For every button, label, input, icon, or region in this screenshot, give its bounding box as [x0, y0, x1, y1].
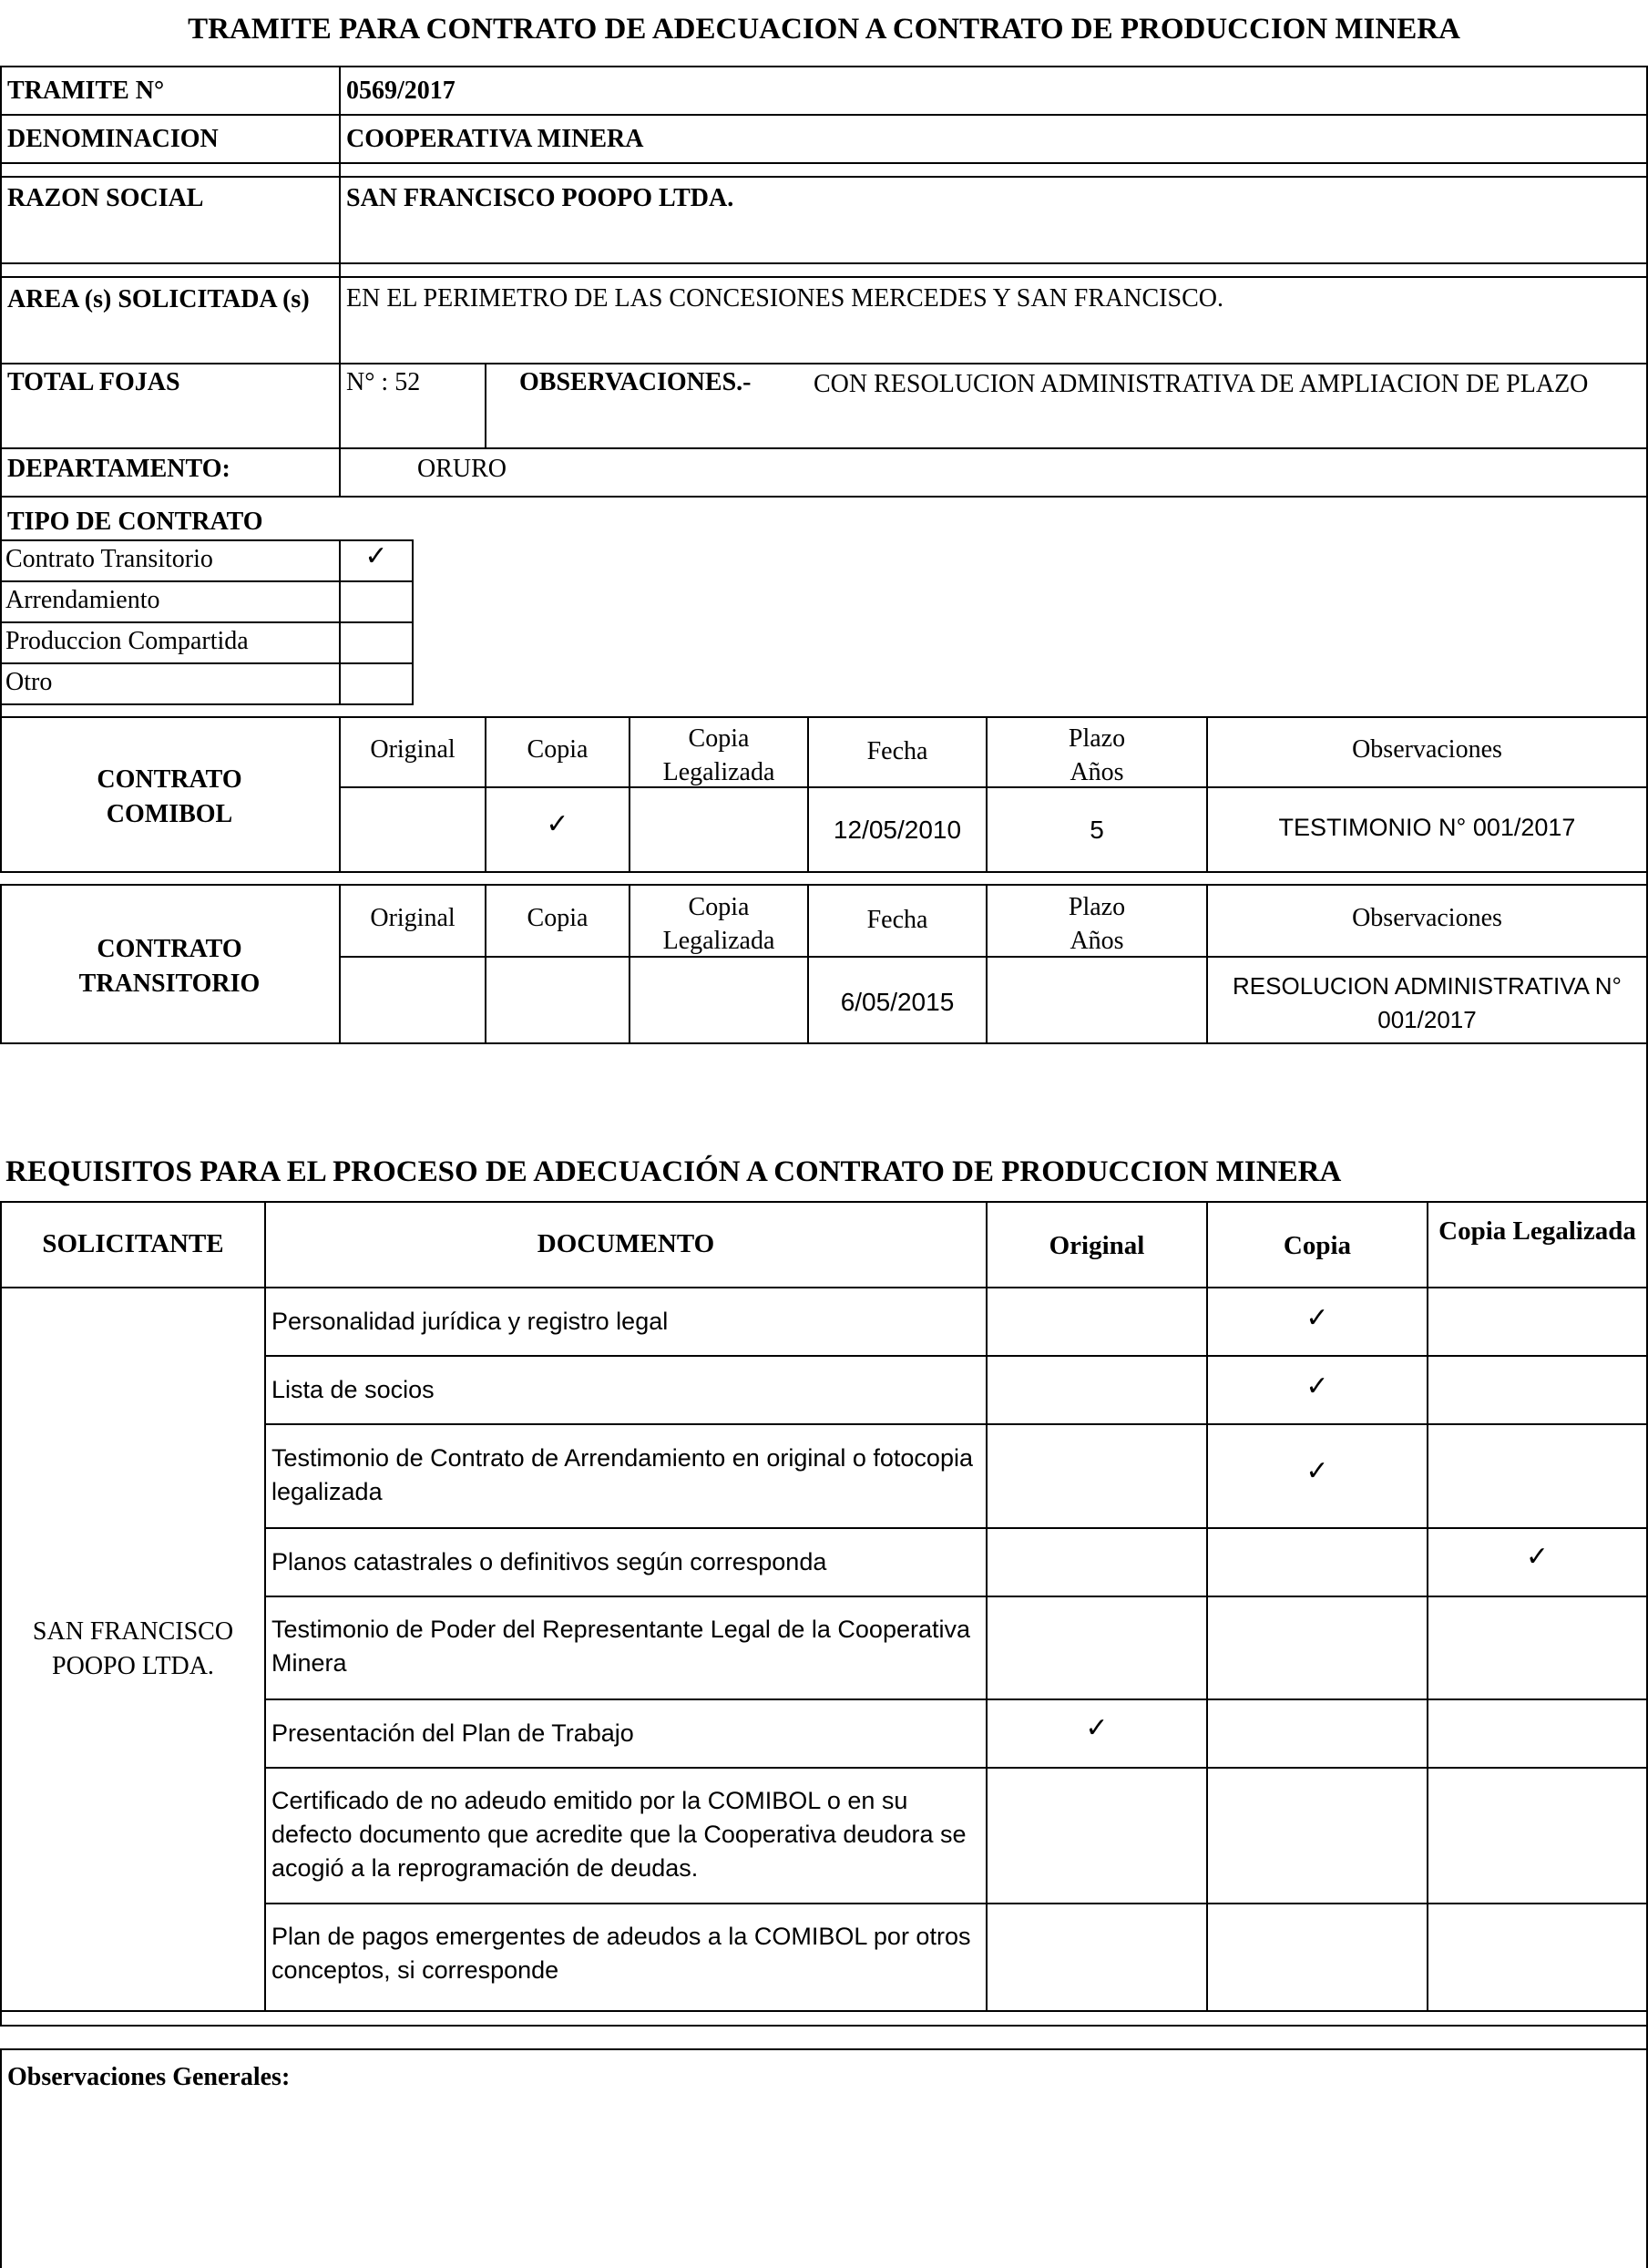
area-value: EN EL PERIMETRO DE LAS CONCESIONES MERCEDES Y SAN FRANCISCO.	[346, 284, 1223, 313]
razon-social-label: RAZON SOCIAL	[7, 184, 204, 212]
contrato-comibol-label: CONTRATO COMIBOL	[97, 765, 242, 828]
comibol-col-plazo: Plazo Años	[1068, 724, 1126, 786]
fojas-label: TOTAL FOJAS	[7, 368, 180, 396]
col-original: Original	[1049, 1231, 1145, 1260]
transitorio-observaciones-value: RESOLUCION ADMINISTRATIVA N° 001/2017	[1233, 972, 1622, 1033]
departamento-label: DEPARTAMENTO:	[7, 455, 230, 483]
document-title: TRAMITE PARA CONTRATO DE ADECUACION A CONTRATO DE PRODUCCION MINERA	[188, 13, 1460, 46]
requisito-doc: Planos catastrales o definitivos según corresponda	[271, 1548, 827, 1575]
requisito-doc: Lista de socios	[271, 1376, 435, 1403]
tipo-row-arrendamiento: Arrendamiento	[5, 586, 160, 614]
transitorio-col-plazo: Plazo Años	[1068, 893, 1126, 955]
transitorio-col-fecha: Fecha	[866, 906, 928, 934]
departamento-value: ORURO	[417, 455, 507, 483]
razon-social-value: SAN FRANCISCO POOPO LTDA.	[346, 184, 734, 212]
tramite-label: TRAMITE N°	[7, 77, 165, 105]
tipo-check-contrato-transitorio: ✓	[364, 541, 388, 571]
comibol-plazo-value: 5	[1090, 816, 1104, 844]
transitorio-col-copia: Copia	[527, 904, 589, 932]
col-documento: DOCUMENTO	[537, 1229, 715, 1258]
tramite-number: 0569/2017	[346, 77, 456, 105]
col-solicitante: SOLICITANTE	[42, 1229, 224, 1258]
transitorio-fecha-value: 6/05/2015	[840, 988, 955, 1016]
requisito-doc: Plan de pagos emergentes de adeudos a la COMIBOL por otros conceptos, si corresponde	[271, 1923, 971, 1984]
contrato-transitorio-label: CONTRATO TRANSITORIO	[78, 935, 261, 998]
fojas-value: N° : 52	[346, 368, 421, 396]
requisito-doc: Testimonio de Poder del Representante Legal de la Cooperativa Minera	[271, 1616, 970, 1677]
comibol-observaciones-value: TESTIMONIO N° 001/2017	[1278, 814, 1576, 841]
tipo-row-produccion-compartida: Produccion Compartida	[5, 627, 249, 655]
requisitos-heading: REQUISITOS PARA EL PROCESO DE ADECUACIÓN A CONTRATO DE PRODUCCION MINERA	[5, 1155, 1342, 1188]
area-label: AREA (s) SOLICITADA (s)	[7, 285, 310, 313]
denominacion-value: COOPERATIVA MINERA	[346, 125, 644, 153]
req-copia-mark: ✓	[1305, 1303, 1329, 1333]
solicitante-name: SAN FRANCISCO POOPO LTDA.	[32, 1617, 234, 1680]
req-original-mark: ✓	[1085, 1713, 1109, 1743]
comibol-col-observaciones: Observaciones	[1352, 735, 1502, 764]
requisito-doc: Certificado de no adeudo emitido por la COMIBOL o en su defecto documento que acredite que la Cooperativa deudora se acogió a la reprogramación de deudas.	[271, 1787, 967, 1882]
comibol-fecha-value: 12/05/2010	[833, 816, 962, 844]
col-copia-legalizada: Copia Legalizada	[1438, 1216, 1636, 1246]
transitorio-col-observaciones: Observaciones	[1352, 904, 1502, 932]
denominacion-label: DENOMINACION	[7, 125, 219, 153]
req-copia-mark: ✓	[1305, 1456, 1329, 1486]
tipo-contrato-heading: TIPO DE CONTRATO	[7, 508, 263, 536]
observaciones-label: OBSERVACIONES.-	[519, 368, 752, 396]
tipo-row-otro: Otro	[5, 668, 53, 696]
transitorio-col-original: Original	[370, 904, 456, 932]
requisito-doc: Presentación del Plan de Trabajo	[271, 1719, 634, 1747]
comibol-col-original: Original	[370, 735, 456, 764]
comibol-col-copia: Copia	[527, 735, 589, 764]
tipo-row-contrato-transitorio: Contrato Transitorio	[5, 545, 213, 573]
comibol-col-fecha: Fecha	[866, 737, 928, 765]
comibol-col-legalizada: Copia Legalizada	[662, 724, 775, 786]
comibol-copia-check: ✓	[546, 809, 569, 839]
requisito-doc: Testimonio de Contrato de Arrendamiento en original o fotocopia legalizada	[271, 1444, 973, 1505]
observaciones-value: CON RESOLUCION ADMINISTRATIVA DE AMPLIACION DE PLAZO	[814, 370, 1589, 398]
requisito-doc: Personalidad jurídica y registro legal	[271, 1308, 669, 1335]
transitorio-col-legalizada: Copia Legalizada	[662, 893, 775, 955]
col-copia: Copia	[1283, 1231, 1352, 1260]
observaciones-generales-label: Observaciones Generales:	[7, 2063, 291, 2091]
req-copia-mark: ✓	[1305, 1371, 1329, 1401]
req-legalizada-mark: ✓	[1525, 1542, 1550, 1572]
